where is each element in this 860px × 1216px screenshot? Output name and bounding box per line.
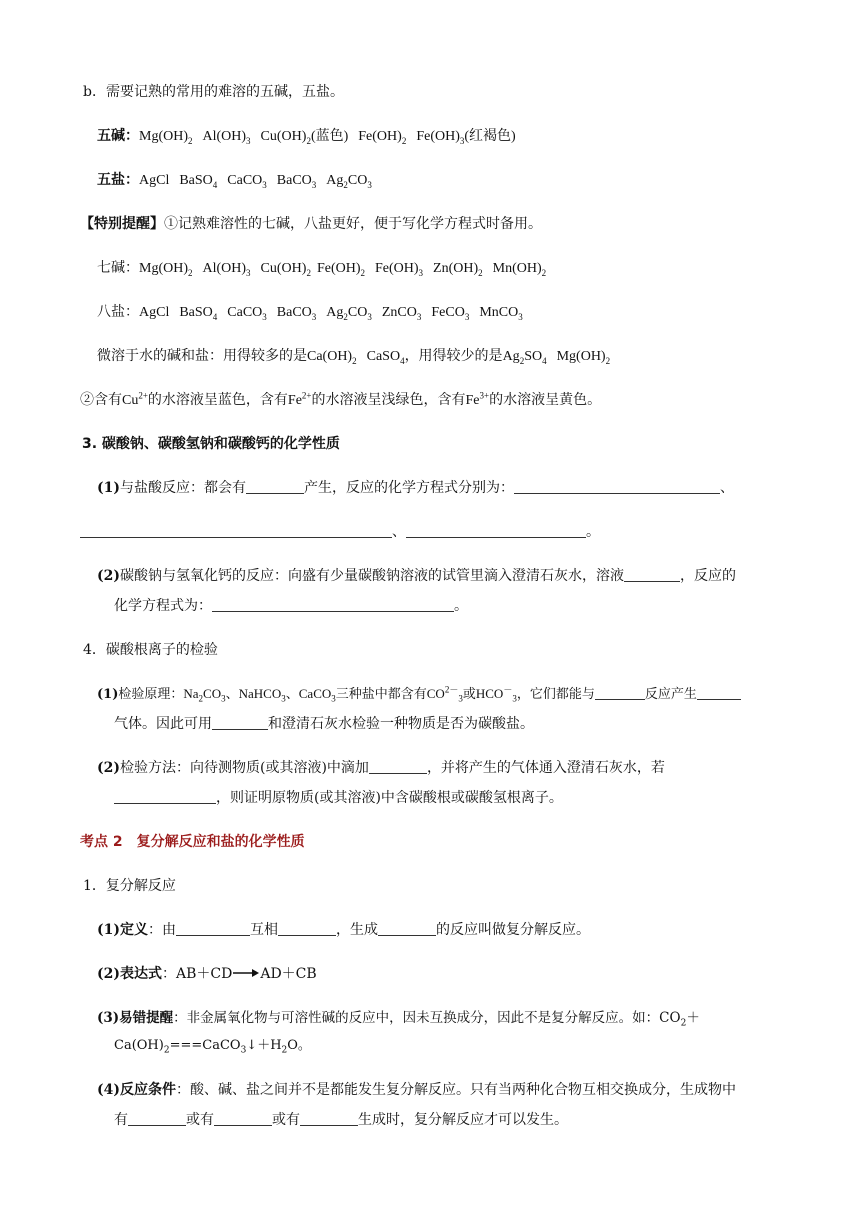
condition-line2: 有 或有 或有 生成时，复分解反应才可以发生。: [114, 1112, 568, 1128]
section-4-title: 4．碳酸根离子的检验: [83, 642, 218, 658]
definition-line: (1)定义：由 互相 ，生成 的反应叫做复分解反应。: [97, 922, 590, 938]
sec3-item1-line2: 、 。: [80, 522, 600, 542]
answer-blank[interactable]: [128, 1111, 186, 1126]
answer-blank[interactable]: [212, 715, 268, 730]
answer-blank[interactable]: [214, 1111, 272, 1126]
mistake-line1: (3)易错提醒：非金属氧化物与可溶性碱的反应中，因未互换成分，因此不是复分解反应。如：$CO_2+$: [97, 1010, 700, 1029]
answer-blank[interactable]: [514, 479, 720, 494]
expression-line: (2)表达式：AB＋CD AD＋CB: [97, 966, 317, 982]
sec3-item2-line2: 化学方程式为： 。: [114, 598, 468, 614]
five-salts-line: 五盐：AgCl BaSO$_4$ CaCO$_3$ BaCO$_3$ $Ag_2CO_3$: [97, 172, 372, 190]
answer-blank[interactable]: [278, 921, 336, 936]
section-3-title: 3. 碳酸钠、碳酸氢钠和碳酸钙的化学性质: [82, 436, 340, 452]
sec4-item1-line1: (1)检验原理：$Na_2CO_3$、NaHCO$_3$、CaCO$_3$三种盐中都含有$CO^{2-}_3$或$HCO^-_3$，它们都能与 反应产生: [97, 684, 741, 705]
reminder-line: 【特别提醒】①记熟难溶性的七碱，八盐更好，便于写化学方程式时备用。: [80, 216, 542, 232]
five-salts-label: 五盐：: [97, 172, 139, 188]
answer-blank[interactable]: [595, 685, 645, 700]
answer-blank[interactable]: [114, 789, 216, 804]
reminder-label: 【特别提醒】: [80, 216, 164, 232]
mistake-line2: $Ca(OH)_2===CaCO_3↓+H_2O$。: [114, 1038, 311, 1056]
answer-blank[interactable]: [80, 523, 392, 538]
answer-blank[interactable]: [176, 921, 250, 936]
condition-line1: (4)反应条件：酸、碱、盐之间并不是都能发生复分解反应。只有当两种化合物互相交换成分，生成物中: [97, 1082, 736, 1098]
answer-blank[interactable]: [300, 1111, 358, 1126]
sec4-item1-line2: 气体。因此可用 和澄清石灰水检验一种物质是否为碳酸盐。: [114, 716, 534, 732]
answer-blank[interactable]: [212, 597, 454, 612]
sec4-item2-line2: ，则证明原物质(或其溶液)中含碳酸根或碳酸氢根离子。: [114, 788, 563, 808]
eight-salts-line: 八盐：AgCl BaSO$_4$ CaCO$_3$ BaCO$_3$ $Ag_2CO_3$ ZnCO$_3$ FeCO$_3$ MnCO$_3$: [97, 304, 523, 322]
subsection-1-title: 1．复分解反应: [83, 878, 176, 894]
answer-blank[interactable]: [406, 523, 586, 538]
ion-colors-line: ②含有$Cu^{2+}$的水溶液呈蓝色，含有$Fe^{2+}$的水溶液呈浅绿色，含有$Fe^{3+}$的水溶液呈黄色。: [80, 390, 602, 408]
seven-bases-line: 七碱：$Mg(OH)_2$ $Al(OH)_3$ $Cu(OH)_2$ $Fe(OH)_2$ $Fe(OH)_3$ $Zn(OH)_2$ $Mn(OH)_2$: [97, 260, 547, 278]
reaction-arrow-icon: [233, 964, 259, 984]
answer-blank[interactable]: [246, 479, 304, 494]
five-bases-label: 五碱：: [97, 128, 139, 144]
sec3-item2-line1: (2)碳酸钠与氢氧化钙的反应：向盛有少量碳酸钠溶液的试管里滴入澄清石灰水，溶液 ，反应的: [97, 568, 736, 584]
five-bases-line: 五碱：$Mg(OH)_2$ $Al(OH)_3$ $Cu(OH)_2$(蓝色) $Fe(OH)_2$ $Fe(OH)_3$(红褐色): [97, 128, 516, 146]
answer-blank[interactable]: [378, 921, 436, 936]
answer-blank[interactable]: [624, 567, 680, 582]
line-b: b．需要记熟的常用的难溶的五碱，五盐。: [83, 84, 344, 100]
answer-blank[interactable]: [697, 685, 741, 700]
point-2-title: 考点 2 复分解反应和盐的化学性质: [80, 834, 305, 850]
slightly-soluble-line: 微溶于水的碱和盐：用得较多的是$Ca(OH)_2$ CaSO$_4$，用得较少的是$Ag_2SO_4$ $Mg(OH)_2$: [97, 348, 611, 366]
answer-blank[interactable]: [369, 759, 427, 774]
sec4-item2-line1: (2)检验方法：向待测物质(或其溶液)中滴加 ，并将产生的气体通入澄清石灰水，若: [97, 760, 665, 776]
sec3-item1-line1: (1)与盐酸反应：都会有 产生，反应的化学方程式分别为： 、: [97, 480, 734, 496]
